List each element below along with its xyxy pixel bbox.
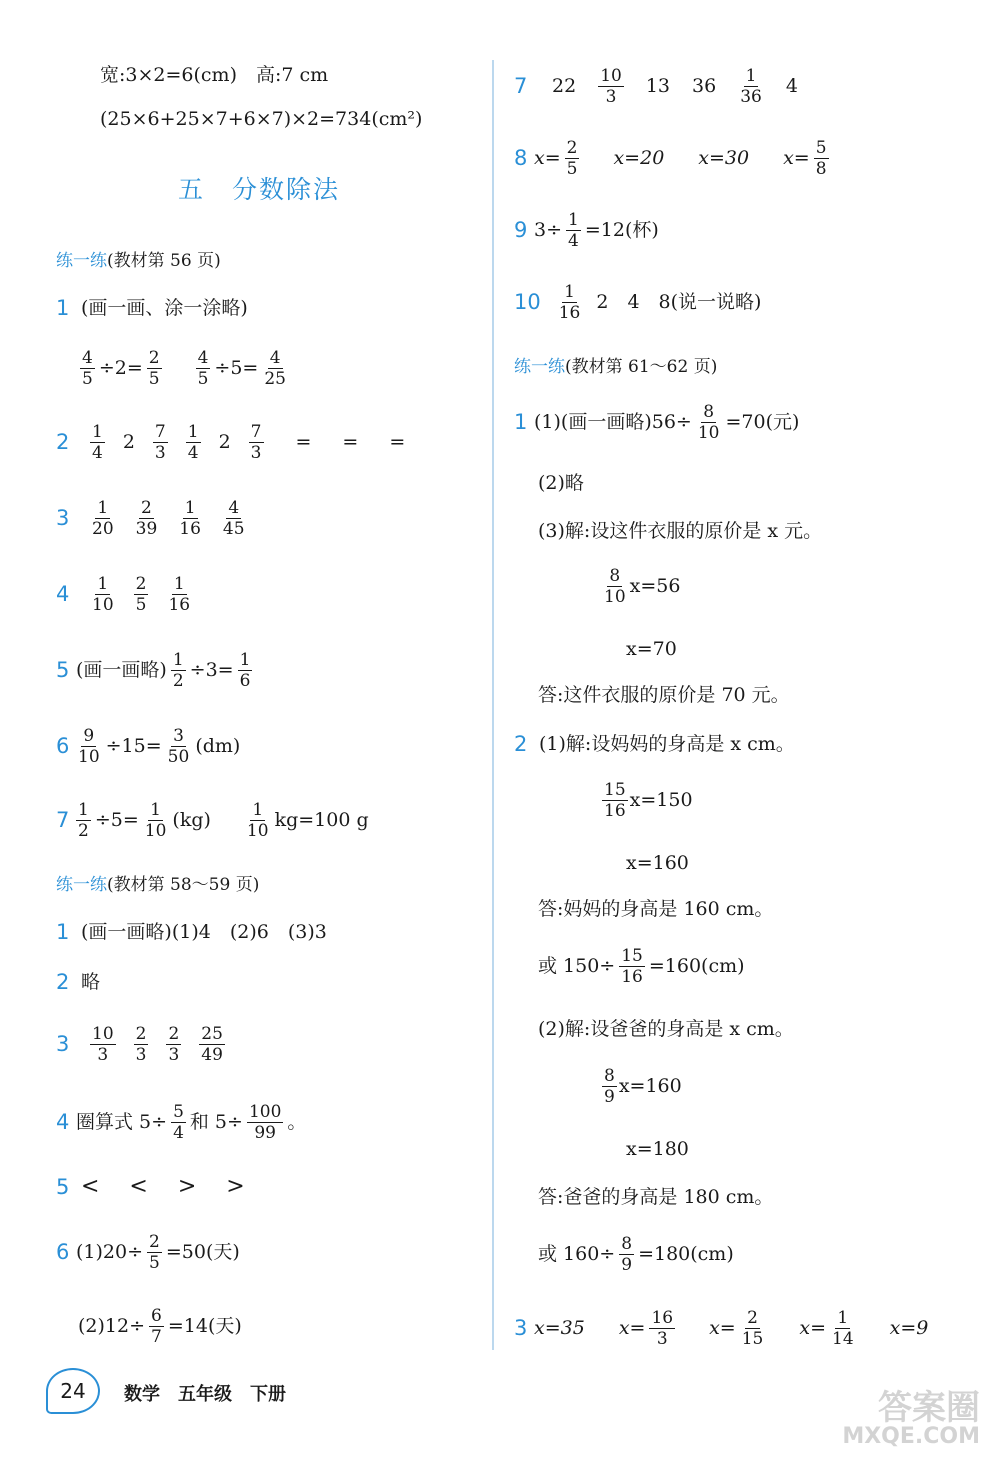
column-divider: [492, 60, 494, 1350]
b2-eq2: x=160: [626, 852, 689, 874]
b3: 3 x=35 x= $\frac{16}{3}$ x= $\frac{2}{15}$ x= $\frac{1}{14}$ x=9: [514, 1308, 929, 1350]
b1-eq2: x=70: [626, 638, 677, 660]
q1-equations: $\frac{4}{5}$ ÷2= $\frac{2}{5}$ $\frac{4}{5}$ ÷5= $\frac{4}{25}$: [82, 348, 286, 390]
b2-part2: (2)解:设爸爸的身高是 x cm。: [538, 1018, 794, 1040]
section-header-3: 练一练(教材第 61～62 页): [514, 357, 718, 377]
b1-answer: 答:这件衣服的原价是 70 元。: [538, 684, 790, 706]
a8: 8 x= $\frac{2}{5}$ x=20 x=30 x= $\frac{5}{8}$: [514, 138, 827, 180]
b1-eq1: 8 10 x=56: [604, 566, 681, 608]
a9: 9 3÷ $\frac{1}{4}$ =12(杯): [514, 210, 659, 252]
section-header-2: 练一练(教材第 58～59 页): [56, 875, 260, 895]
footer-title: 数学 五年级 下册: [124, 1384, 286, 1405]
r5: 5 < < > >: [56, 1174, 249, 1199]
r1: 1 (画一画略)(1)4 (2)6 (3)3: [56, 920, 327, 944]
chapter-title: 五 分数除法: [178, 175, 341, 204]
q6: 6 $\frac{9}{10}$ ÷15= $\frac{3}{50}$ (dm): [56, 726, 241, 768]
r4: 4 圈算式 5÷ $\frac{5}{4}$ 和 5÷ $\frac{100}{99}$ 。: [56, 1102, 307, 1144]
top-line-2: (25×6+25×7+6×7)×2=734(cm²): [100, 108, 423, 130]
a10: 10 1 16 2 4 8(说一说略): [514, 282, 762, 324]
q7: 7 $\frac{1}{2}$ ÷5= $\frac{1}{10}$ (kg) 1 10 kg=100 g: [56, 800, 369, 842]
b2-part1: 2 (1)解:设妈妈的身高是 x cm。: [514, 732, 795, 756]
r6b: (2)12÷ $\frac{6}{7}$ =14(天): [78, 1306, 242, 1348]
top-line-1: 宽:3×2=6(cm) 高:7 cm: [100, 64, 329, 86]
page-number-badge: [46, 1368, 100, 1414]
b1-part2: (2)略: [538, 472, 584, 494]
b1: 1 (1)(画一画略)56÷ $\frac{8}{10}$ =70(元): [514, 402, 800, 444]
b2-answer2: 答:爸爸的身高是 180 cm。: [538, 1186, 774, 1208]
b2-eq3: 8 9 x=160: [604, 1066, 682, 1108]
watermark-url: MXQE.COM: [842, 1424, 980, 1449]
q4: 4 1 10 2 5 1 16: [56, 574, 191, 616]
r6a: 6 (1)20÷ $\frac{2}{5}$ =50(天): [56, 1232, 240, 1274]
watermark-logo: 答案圈: [878, 1388, 980, 1428]
b2-eq4: x=180: [626, 1138, 689, 1160]
b2-eq1: 15 16 x=150: [604, 780, 693, 822]
b2-answer: 答:妈妈的身高是 160 cm。: [538, 898, 774, 920]
section-header-1: 练一练(教材第 56 页): [56, 251, 221, 271]
r3: 3 10 3 2 3 2 3 25 49: [56, 1024, 223, 1066]
a7: 7 22 10 3 13 36 1 36 4: [514, 66, 798, 108]
q5: 5 (画一画略) $\frac{1}{2}$ ÷3= $\frac{1}{6}$: [56, 650, 251, 692]
b2-alt: 或 150÷ $\frac{15}{16}$ =160(cm): [538, 946, 745, 988]
r2: 2 略: [56, 970, 101, 994]
q2: 2 1 4 2 7 3 1 4 2 $\frac{7}{3}$ = = =: [56, 422, 412, 464]
q1: 1 (画一画、涂一涂略): [56, 296, 248, 320]
q3: 3 1 20 2 39 1 16 4 45: [56, 498, 245, 540]
b1-part3: (3)解:设这件衣服的原价是 x 元。: [538, 520, 823, 542]
page-number: 24: [60, 1379, 86, 1403]
b2-alt2: 或 160÷ $\frac{8}{9}$ =180(cm): [538, 1234, 734, 1276]
